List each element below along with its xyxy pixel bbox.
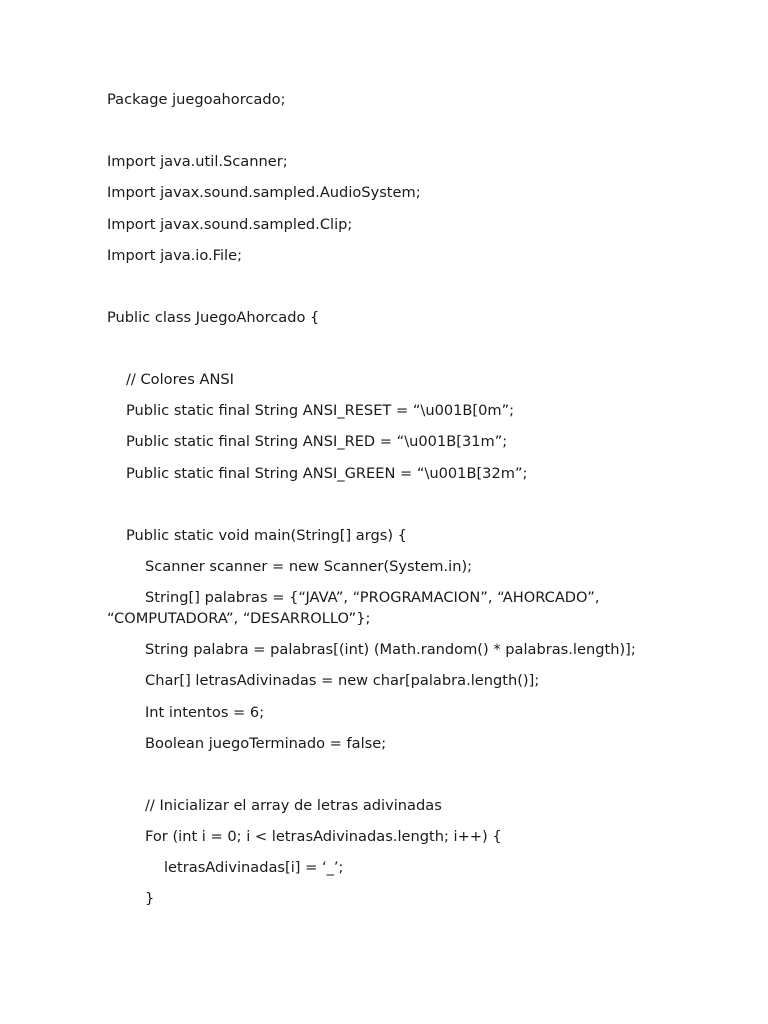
code-line-palabras-array: String[] palabras = {“JAVA”, “PROGRAMACION”, “AHORCADO”, “COMPUTADORA”, “DESARROLLO”}; [107, 589, 600, 627]
code-comment-colores: // Colores ANSI [126, 371, 234, 388]
code-comment-inicializar: // Inicializar el array de letras adivinadas [145, 797, 442, 814]
code-line-scanner: Scanner scanner = new Scanner(System.in); [145, 558, 473, 575]
code-line-ansi-reset: Public static final String ANSI_RESET = “\u001B[0m”; [126, 402, 515, 419]
code-line-for-loop: For (int i = 0; i < letrasAdivinadas.length; i++) { [145, 828, 502, 845]
code-line-class-declaration: Public class JuegoAhorcado { [107, 309, 320, 326]
code-line-closing-brace: } [145, 890, 155, 907]
code-line-letras-adivinadas: Char[] letrasAdivinadas = new char[palabra.length()]; [145, 672, 540, 689]
code-line-assign-underscore: letrasAdivinadas[i] = ‘_’; [164, 859, 344, 876]
code-line-intentos: Int intentos = 6; [145, 704, 265, 721]
code-line-juego-terminado: Boolean juegoTerminado = false; [145, 735, 387, 752]
code-line-import-file: Import java.io.File; [107, 247, 242, 264]
code-line-ansi-green: Public static final String ANSI_GREEN = “\u001B[32m”; [126, 465, 528, 482]
code-line-import-audiosystem: Import javax.sound.sampled.AudioSystem; [107, 184, 421, 201]
code-line-import-clip: Import javax.sound.sampled.Clip; [107, 216, 353, 233]
code-line-main-method: Public static void main(String[] args) { [126, 527, 407, 544]
code-line-import-scanner: Import java.util.Scanner; [107, 153, 288, 170]
code-line-palabra-random: String palabra = palabras[(int) (Math.random() * palabras.length)]; [145, 641, 636, 658]
code-line-package: Package juegoahorcado; [107, 91, 286, 108]
code-line-ansi-red: Public static final String ANSI_RED = “\u001B[31m”; [126, 433, 508, 450]
